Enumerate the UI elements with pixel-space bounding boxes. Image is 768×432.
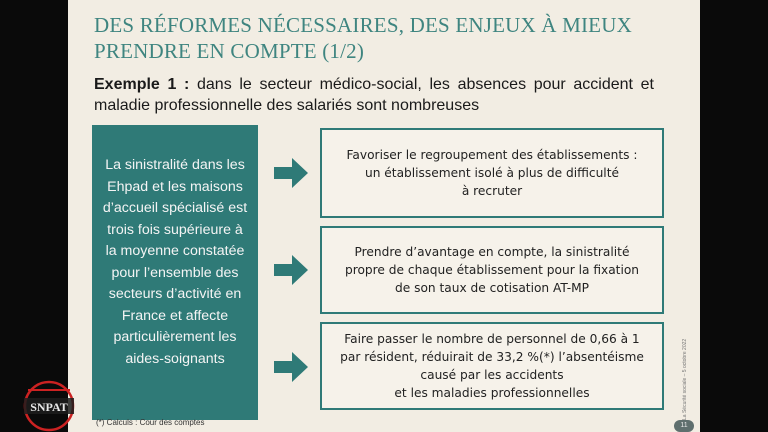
recommendation-3-line-3: causé par les accidents xyxy=(420,368,564,382)
recommendation-2-line-3: de son taux de cotisation AT-MP xyxy=(394,281,590,295)
recommendation-2-line-1: Prendre d’avantage en compte, la sinistralité xyxy=(354,245,630,259)
recommendation-3-line-1: Faire passer le nombre de personnel de 0,66 à 1 xyxy=(344,332,640,346)
arrow-right-icon xyxy=(274,158,308,188)
arrow-right-icon xyxy=(274,255,308,285)
slide xyxy=(68,0,700,432)
recommendation-3-line-4: et les maladies professionnelles xyxy=(394,386,590,400)
example-text xyxy=(94,74,654,116)
recommendation-2-line-2: propre de chaque établissement pour la fixation xyxy=(344,263,640,277)
slide-title-line-2: PRENDRE EN COMPTE (1/2) xyxy=(94,39,365,63)
sinistrality-box: La sinistralité dans les Ehpad et les maisons d’accueil spécialisé est trois fois supérieure à la moyenne constatée pour l’ensemble des secteurs d’activité en France et affecte particulièrement les aides-soignants xyxy=(92,125,258,420)
example-label: Exemple 1 : xyxy=(94,76,190,93)
slide-title xyxy=(94,12,674,64)
recommendation-box-1 xyxy=(320,128,664,218)
snpat-logo xyxy=(18,372,80,432)
recommendation-box-3 xyxy=(320,322,664,410)
recommendation-3-line-2: par résident, réduirait de 33,2 %(*) l’absentéisme xyxy=(340,350,644,364)
logo-text: SNPAT xyxy=(30,400,68,414)
slide-title-line-1: DES RÉFORMES NÉCESSAIRES, DES ENJEUX À MIEUX xyxy=(94,13,632,37)
side-note: La Sécurité sociale – 5 octobre 2022 xyxy=(682,338,688,420)
recommendation-1-line-2: un établissement isolé à plus de difficulté xyxy=(364,166,619,180)
footnote: (*) Calculs : Cour des comptes xyxy=(96,418,205,427)
example-description: dans le secteur médico-social, les absences pour accident et maladie professionnelle des salariés sont nombreuses xyxy=(94,76,654,114)
recommendation-1-line-3: à recruter xyxy=(461,184,523,198)
recommendation-1-line-1: Favoriser le regroupement des établissements : xyxy=(346,148,638,162)
page-number: 11 xyxy=(674,420,694,432)
recommendation-box-2 xyxy=(320,226,664,314)
arrow-right-icon xyxy=(274,352,308,382)
